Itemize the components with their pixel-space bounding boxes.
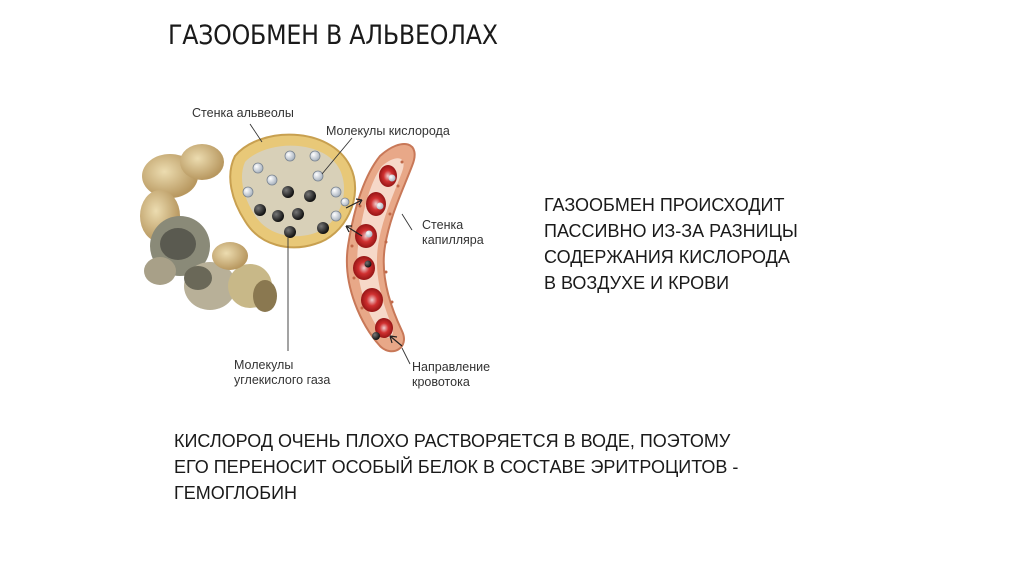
label-alveolus-wall: Стенка альвеолы <box>192 106 294 120</box>
label-blood-flow-line-2: кровотока <box>412 375 470 389</box>
label-co2-molecules-line-1: Молекулы <box>234 358 294 372</box>
slide-title: ГАЗООБМЕН В АЛЬВЕОЛАХ <box>168 20 498 51</box>
side-line: ПАССИВНО ИЗ-ЗА РАЗНИЦЫ <box>544 221 798 241</box>
bottom-line: КИСЛОРОД ОЧЕНЬ ПЛОХО РАСТВОРЯЕТСЯ В ВОДЕ, ПОЭТОМУ <box>174 431 731 451</box>
bottom-line: ГЕМОГЛОБИН <box>174 483 298 503</box>
label-co2-molecules-line-2: углекислого газа <box>234 373 331 387</box>
label-blood-flow-line-1: Направление <box>412 360 491 374</box>
bottom-explanation <box>174 428 894 506</box>
label-capillary-wall-line-1: Стенка <box>422 218 464 232</box>
alveolus-diagram <box>140 96 530 396</box>
side-explanation <box>544 192 874 296</box>
side-line: СОДЕРЖАНИЯ КИСЛОРОДА <box>544 247 790 267</box>
label-capillary-wall <box>422 218 484 248</box>
label-blood-flow <box>412 360 490 390</box>
bottom-line: ЕГО ПЕРЕНОСИТ ОСОБЫЙ БЕЛОК В СОСТАВЕ ЭРИТРОЦИТОВ - <box>174 457 739 477</box>
side-line: В ВОЗДУХЕ И КРОВИ <box>544 273 730 293</box>
label-oxygen-molecules: Молекулы кислорода <box>326 124 450 138</box>
label-co2-molecules <box>234 358 330 388</box>
side-line: ГАЗООБМЕН ПРОИСХОДИТ <box>544 195 785 215</box>
label-capillary-wall-line-2: капилляра <box>422 233 484 247</box>
